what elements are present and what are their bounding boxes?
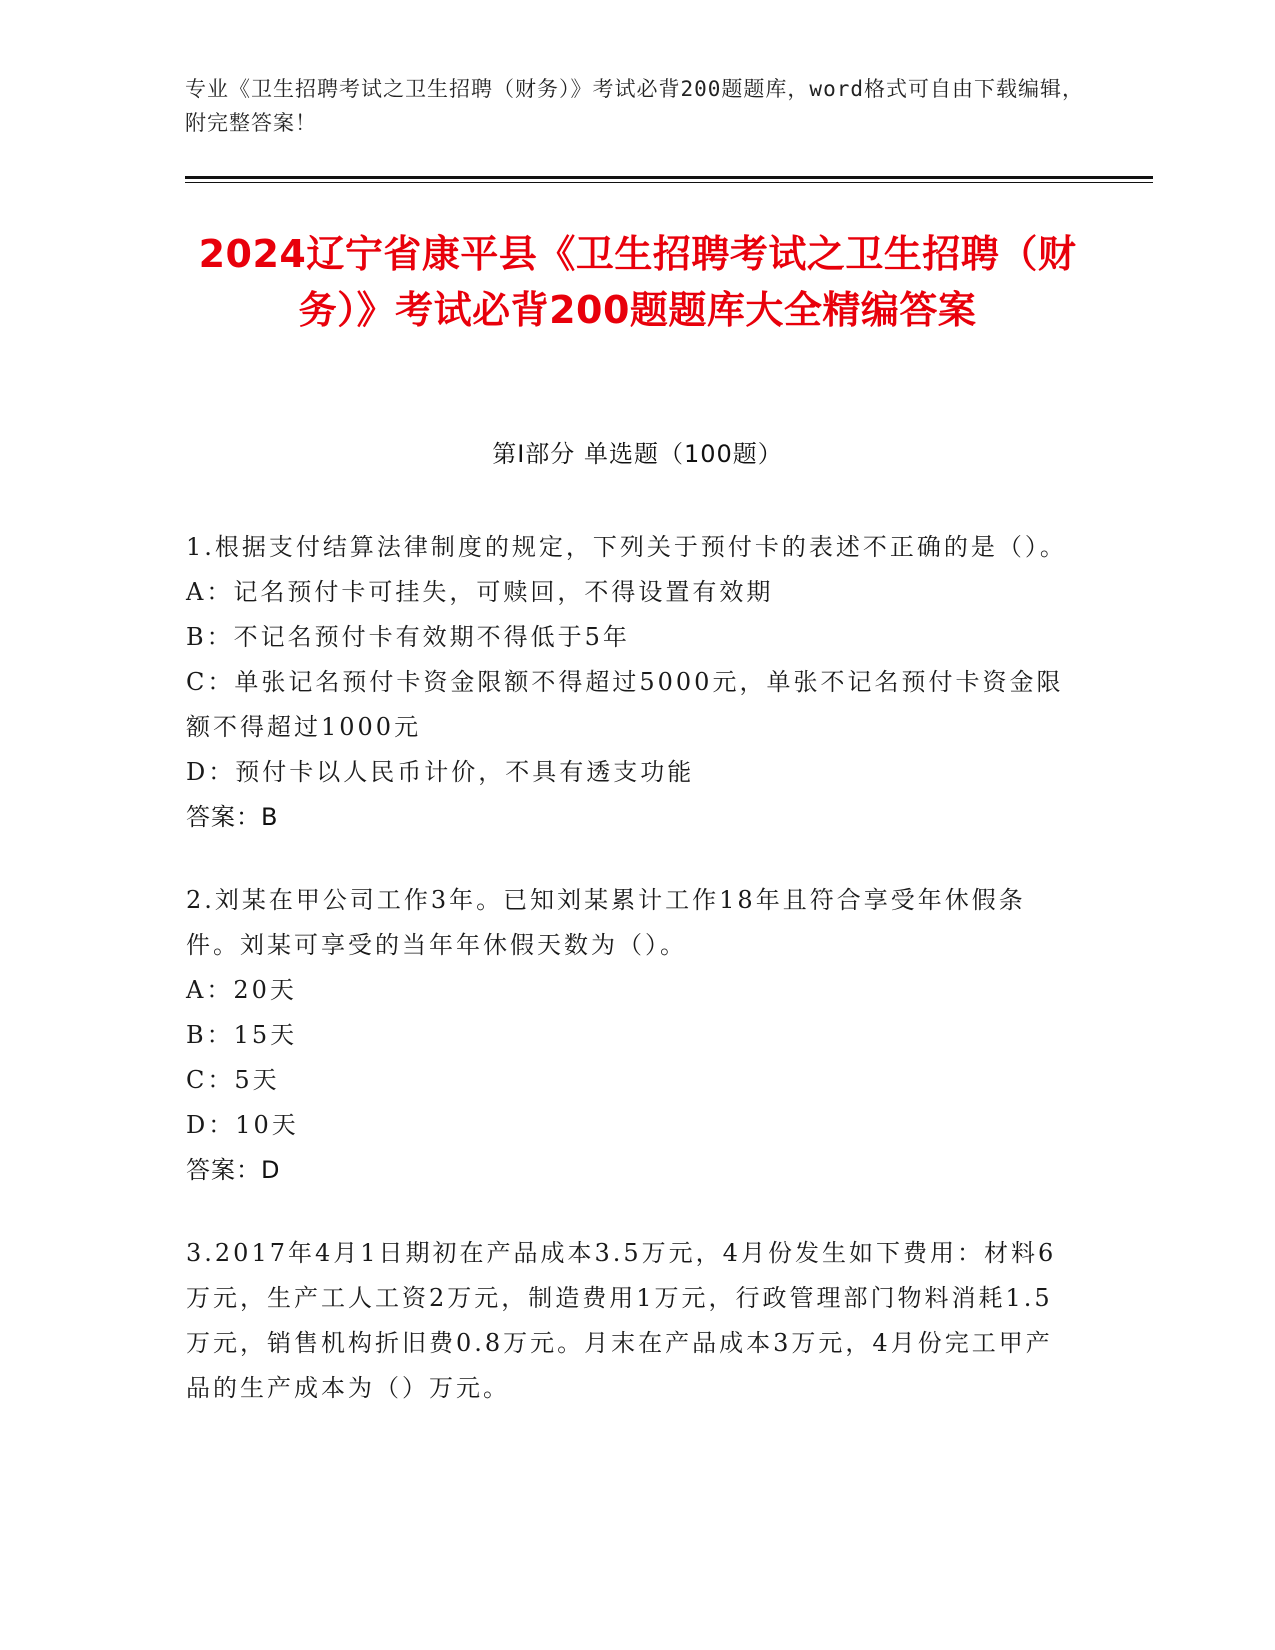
header-divider-thin bbox=[185, 182, 1153, 183]
question-stem: 1.根据支付结算法律制度的规定，下列关于预付卡的表述不正确的是（）。 bbox=[186, 533, 1067, 561]
option-b: B：15天 bbox=[186, 1021, 298, 1049]
answer-label: 答案：B bbox=[186, 803, 279, 831]
question-list bbox=[186, 525, 1076, 1449]
option-c: C：5天 bbox=[186, 1066, 280, 1094]
section-title: 第Ⅰ部分 单选题（100题） bbox=[492, 440, 783, 468]
option-c: C：单张记名预付卡资金限额不得超过5000元，单张不记名预付卡资金限额不得超过1000元 bbox=[186, 668, 1064, 741]
answer-label: 答案：D bbox=[186, 1156, 281, 1184]
document-title: 2024辽宁省康平县《卫生招聘考试之卫生招聘（财务）》考试必背200题题库大全精编答案 bbox=[198, 232, 1077, 332]
question-stem: 3.2017年4月1日期初在产品成本3.5万元，4月份发生如下费用：材料6万元，生产工人工资2万元，制造费用1万元，行政管理部门物料消耗1.5万元，销售机构折旧费0.8万元。月末在产品成本3万元，4月份完工甲产品的生产成本为（）万元。 bbox=[186, 1239, 1057, 1402]
header-note: 专业《卫生招聘考试之卫生招聘（财务）》考试必背200题题库，word格式可自由下载编辑，附完整答案！ bbox=[185, 77, 1084, 135]
question-3 bbox=[186, 1231, 1076, 1411]
header-divider bbox=[185, 176, 1153, 179]
option-a: A：20天 bbox=[186, 976, 297, 1004]
option-a: A：记名预付卡可挂失，可赎回，不得设置有效期 bbox=[186, 578, 774, 606]
question-stem: 2.刘某在甲公司工作3年。已知刘某累计工作18年且符合享受年休假条件。刘某可享受的当年年休假天数为（）。 bbox=[186, 886, 1026, 959]
option-d: D：10天 bbox=[186, 1111, 299, 1139]
question-2 bbox=[186, 878, 1076, 1193]
question-1 bbox=[186, 525, 1076, 840]
option-d: D：预付卡以人民币计价，不具有透支功能 bbox=[186, 758, 695, 786]
option-b: B：不记名预付卡有效期不得低于5年 bbox=[186, 623, 630, 651]
